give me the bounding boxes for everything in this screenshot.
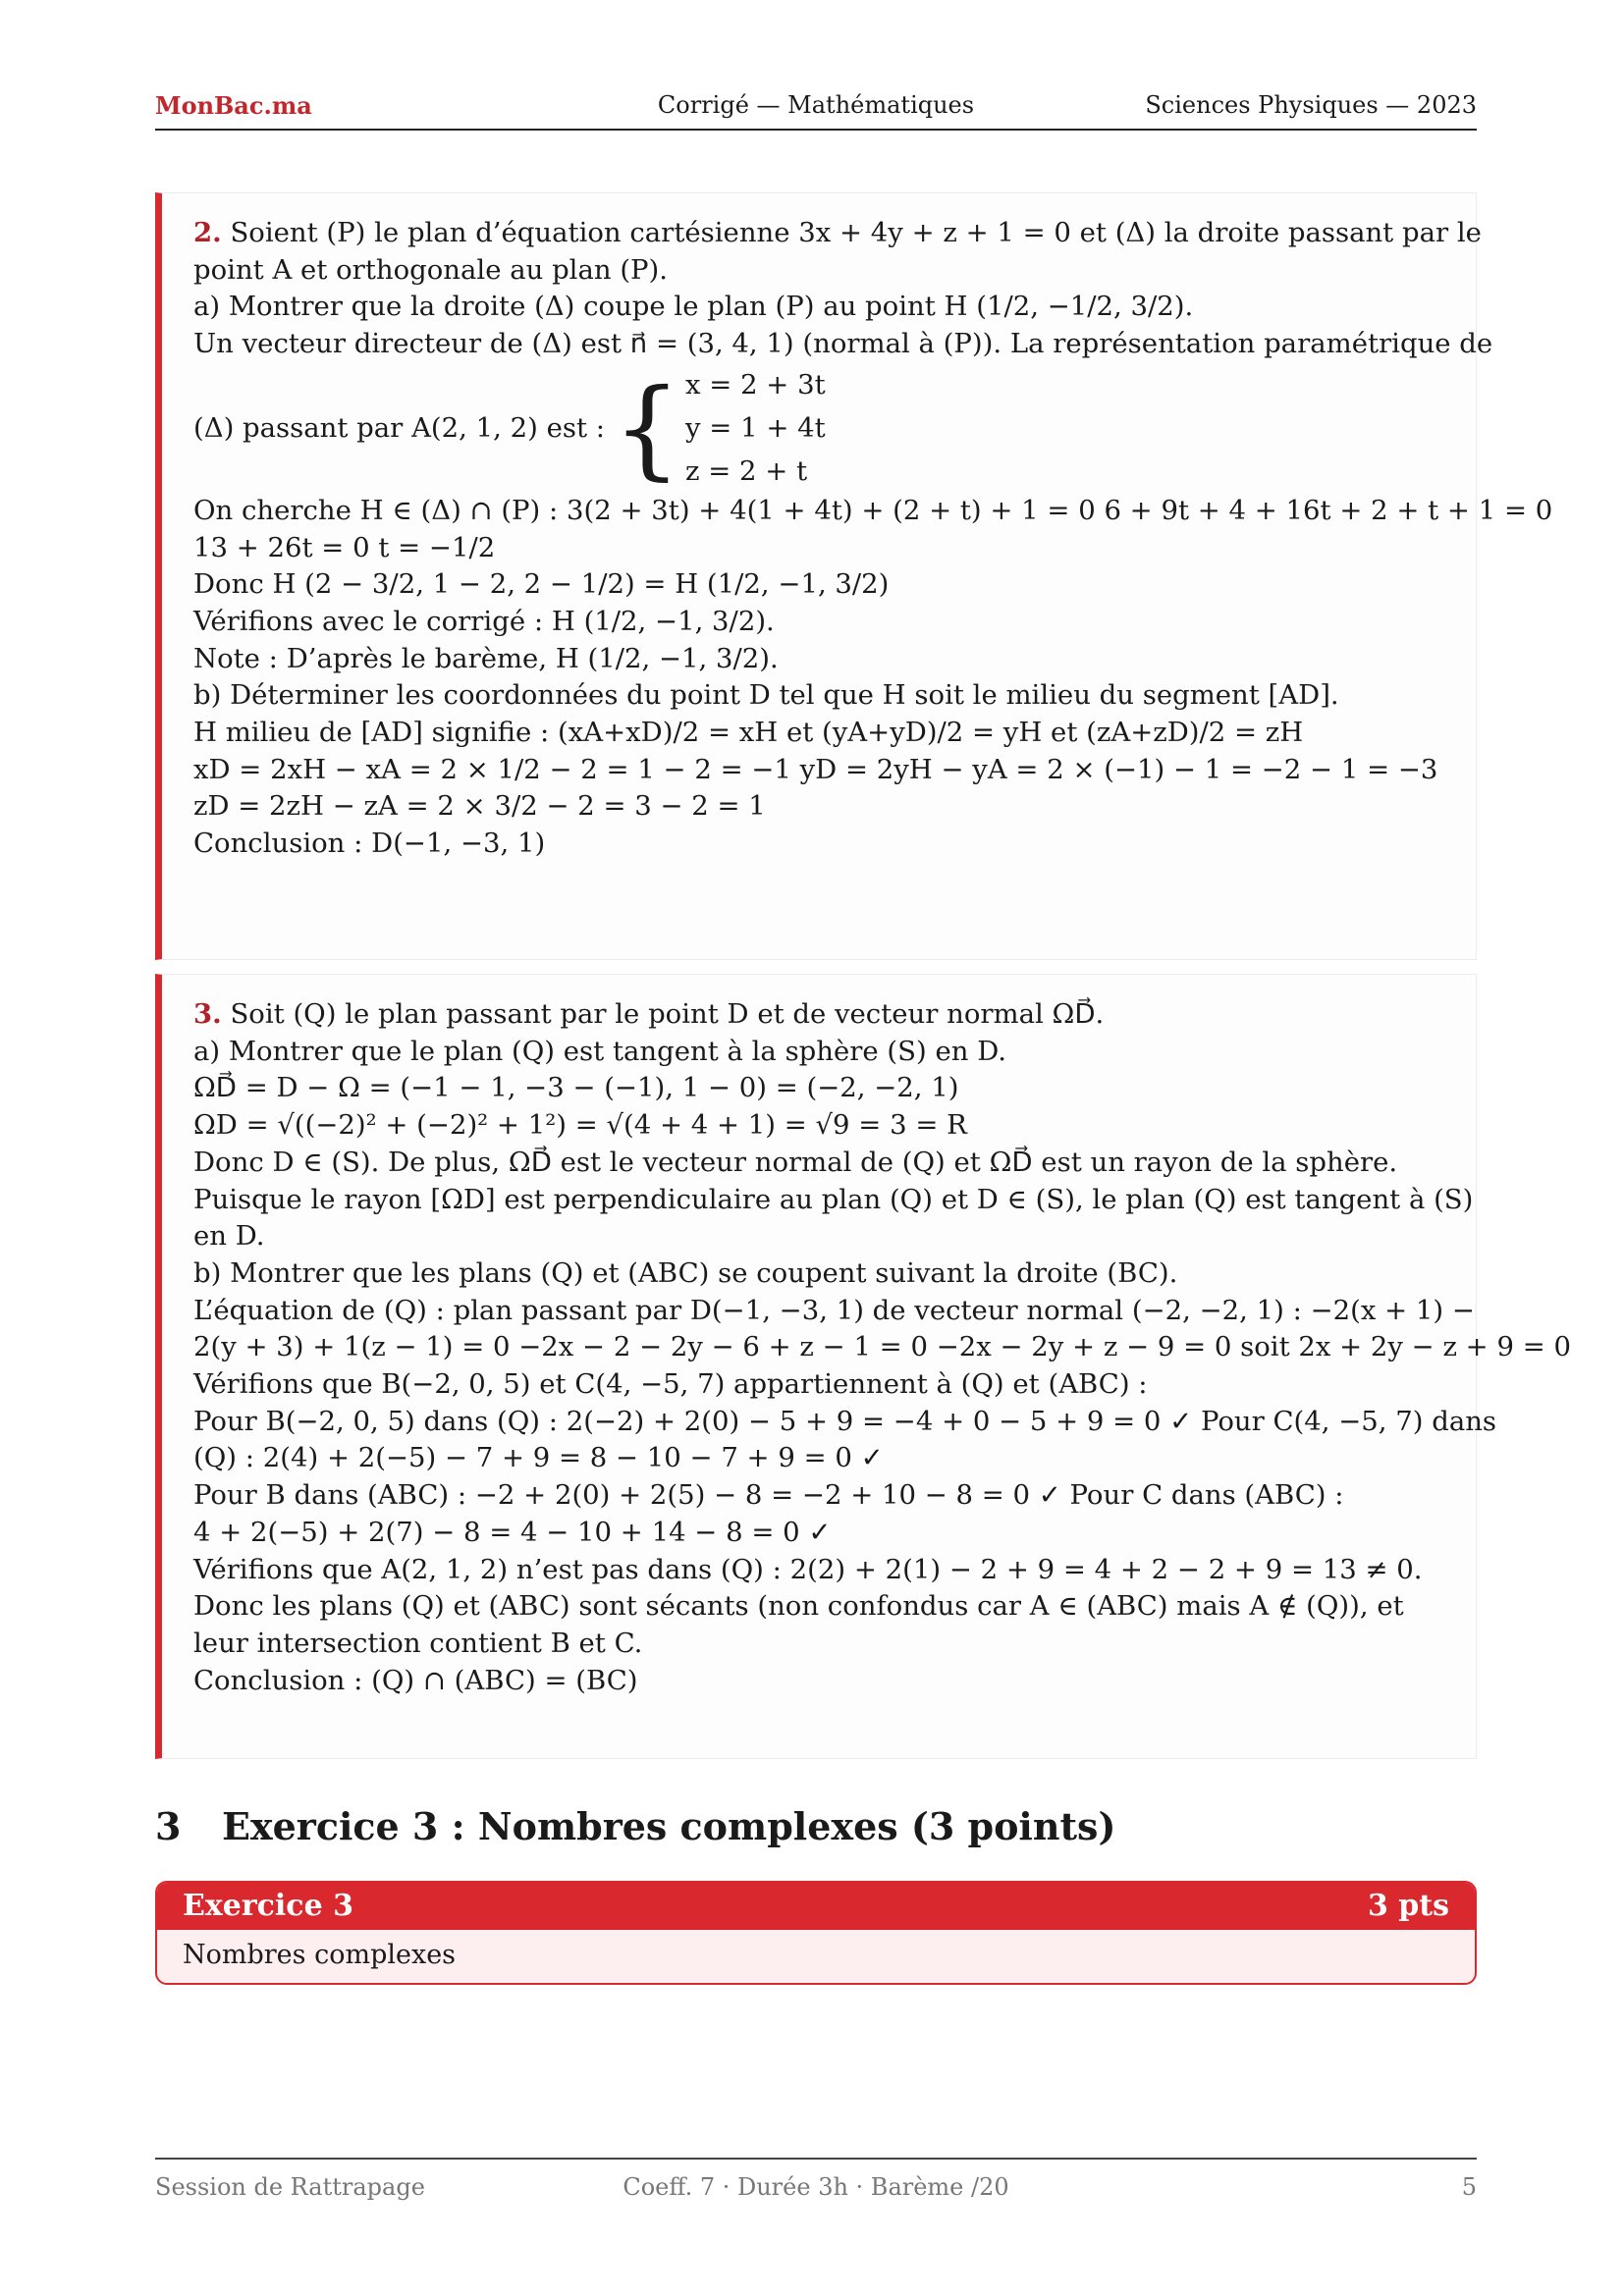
section-number: 3 [155,1804,182,1848]
question-3-box [155,974,1571,1759]
section-title: Exercice 3 : Nombres complexes (3 points) [222,1804,1116,1848]
q2-line-6: Donc H (2 − 3/2, 1 − 2, 2 − 1/2) = H (1/2, −1, 3/2) [193,568,890,601]
q2-param-y: y = 1 + 4t [685,411,826,444]
q2-line-3: Un vecteur directeur de (Δ) est n⃗ = (3, 4, 1) (normal à (P)). La représentation paramétrique de [193,328,1493,360]
q3-line-14: 4 + 2(−5) + 2(7) − 8 = 4 − 10 + 14 − 8 = 0 ✓ [193,1516,832,1548]
q2-line-8: Note : D’après le barème, H (1/2, −1, 3/2). [193,642,779,674]
q3-statement: Soit (Q) le plan passant par le point D et de vecteur normal ΩD⃗. [221,998,1105,1030]
exercise-title-bar [157,1883,1475,1930]
q2-parametric-system [193,363,1448,493]
q2-param-z: z = 2 + t [685,454,808,487]
q2-line-2: a) Montrer que la droite (Δ) coupe le plan (P) au point H (1/2, −1/2, 3/2). [193,291,1194,323]
brace-symbol: { [613,364,682,491]
q2-line-4: On cherche H ∈ (Δ) ∩ (P) : 3(2 + 3t) + 4(1 + 4t) + (2 + t) + 1 = 0 6 + 9t + 4 + 16t + 2 + t + 1 = 0 [193,494,1553,526]
q3-line-18: Conclusion : (Q) ∩ (ABC) = (BC) [193,1664,638,1696]
q2-param-label: (Δ) passant par A(2, 1, 2) est : [193,411,606,444]
q2-param-x: x = 2 + 3t [685,368,826,400]
q3-number: 3. [193,998,222,1030]
q3-line-4: Donc D ∈ (S). De plus, ΩD⃗ est le vecteur normal de (Q) et ΩD⃗ est un rayon de la sphère. [193,1146,1398,1178]
q2-line-11: xD = 2xH − xA = 2 × 1/2 − 2 = 1 − 2 = −1 yD = 2yH − yA = 2 × (−1) − 1 = −2 − 1 = −3 [193,753,1438,785]
q3-line-0 [193,996,1448,1034]
header-title: Corrigé — Mathématiques [657,91,975,119]
q2-statement: Soient (P) le plan d’équation cartésienne 3x + 4y + z + 1 = 0 et (Δ) la droite passant par le [221,217,1482,248]
footer-session: Session de Rattrapage [155,2173,425,2201]
q3-line-6: en D. [193,1220,265,1253]
question-2-box [155,192,1553,960]
q2-line-7: Vérifions avec le corrigé : H (1/2, −1, 3/2). [193,605,775,637]
q3-line-10: Vérifions que B(−2, 0, 5) et C(4, −5, 7) appartiennent à (Q) et (ABC) : [193,1368,1148,1401]
q3-line-11: Pour B(−2, 0, 5) dans (Q) : 2(−2) + 2(0) − 5 + 9 = −4 + 0 − 5 + 9 = 0 ✓ Pour C(4, −5, 7) dans [193,1405,1497,1437]
q3-line-2: ΩD⃗ = D − Ω = (−1 − 1, −3 − (−1), 1 − 0) = (−2, −2, 1) [193,1072,959,1104]
q3-line-1: a) Montrer que le plan (Q) est tangent à la sphère (S) en D. [193,1035,1007,1067]
q3-line-12: (Q) : 2(4) + 2(−5) − 7 + 9 = 8 − 10 − 7 + 9 = 0 ✓ [193,1442,884,1474]
q3-line-7: b) Montrer que les plans (Q) et (ABC) se coupent suivant la droite (BC). [193,1256,1178,1289]
page-footer [155,2158,1477,2213]
q3-line-15: Vérifions que A(2, 1, 2) n’est pas dans (Q) : 2(2) + 2(1) − 2 + 9 = 4 + 2 − 2 + 9 = 13 ≠ 0. [193,1553,1423,1585]
q2-line-0 [193,215,1482,252]
q3-line-3: ΩD = √((−2)² + (−2)² + 1²) = √(4 + 4 + 1) = √9 = 3 = R [193,1109,967,1142]
q3-line-17: leur intersection contient B et C. [193,1627,643,1659]
q2-line-13: Conclusion : D(−1, −3, 1) [193,828,546,860]
q3-line-13: Pour B dans (ABC) : −2 + 2(0) + 2(5) − 8 = −2 + 10 − 8 = 0 ✓ Pour C dans (ABC) : [193,1479,1344,1512]
exercise-title: Exercice 3 [183,1889,353,1923]
section-heading [155,1804,1115,1848]
brand-name: MonBac.ma [155,91,312,120]
q2-line-1: point A et orthogonale au plan (P). [193,253,669,286]
q2-line-5: 13 + 26t = 0 t = −1/2 [193,531,496,563]
exercise-points: 3 pts [1367,1889,1449,1923]
header-series: Sciences Physiques — 2023 [1145,91,1477,119]
q2-number: 2. [193,217,222,248]
footer-info: Coeff. 7 · Durée 3h · Barème /20 [623,2173,1009,2201]
page-number: 5 [1461,2173,1477,2201]
q3-line-5: Puisque le rayon [ΩD] est perpendiculaire au plan (Q) et D ∈ (S), le plan (Q) est tangent à (S) [193,1183,1474,1215]
q3-line-8: L’équation de (Q) : plan passant par D(−1, −3, 1) de vecteur normal (−2, −2, 1) : −2(x + 1) − [193,1294,1475,1326]
exercise-body: Nombres complexes [183,1940,457,1970]
q3-line-16: Donc les plans (Q) et (ABC) sont sécants (non confondus car A ∈ (ABC) mais A ∉ (Q)), et [193,1590,1404,1623]
q2-line-10: H milieu de [AD] signifie : (xA+xD)/2 = xH et (yA+yD)/2 = yH et (zA+zD)/2 = zH [193,717,1304,749]
q2-line-9: b) Déterminer les coordonnées du point D tel que H soit le milieu du segment [AD]. [193,679,1339,712]
q2-param-equations [685,363,826,493]
exercise-3-box [155,1881,1477,1985]
q3-line-9: 2(y + 3) + 1(z − 1) = 0 −2x − 2 − 2y − 6 + z − 1 = 0 −2x − 2y + z − 9 = 0 soit 2x + 2y − z + 9 = 0 [193,1331,1571,1363]
page-header [155,91,1477,131]
q2-line-12: zD = 2zH − zA = 2 × 3/2 − 2 = 3 − 2 = 1 [193,790,766,823]
